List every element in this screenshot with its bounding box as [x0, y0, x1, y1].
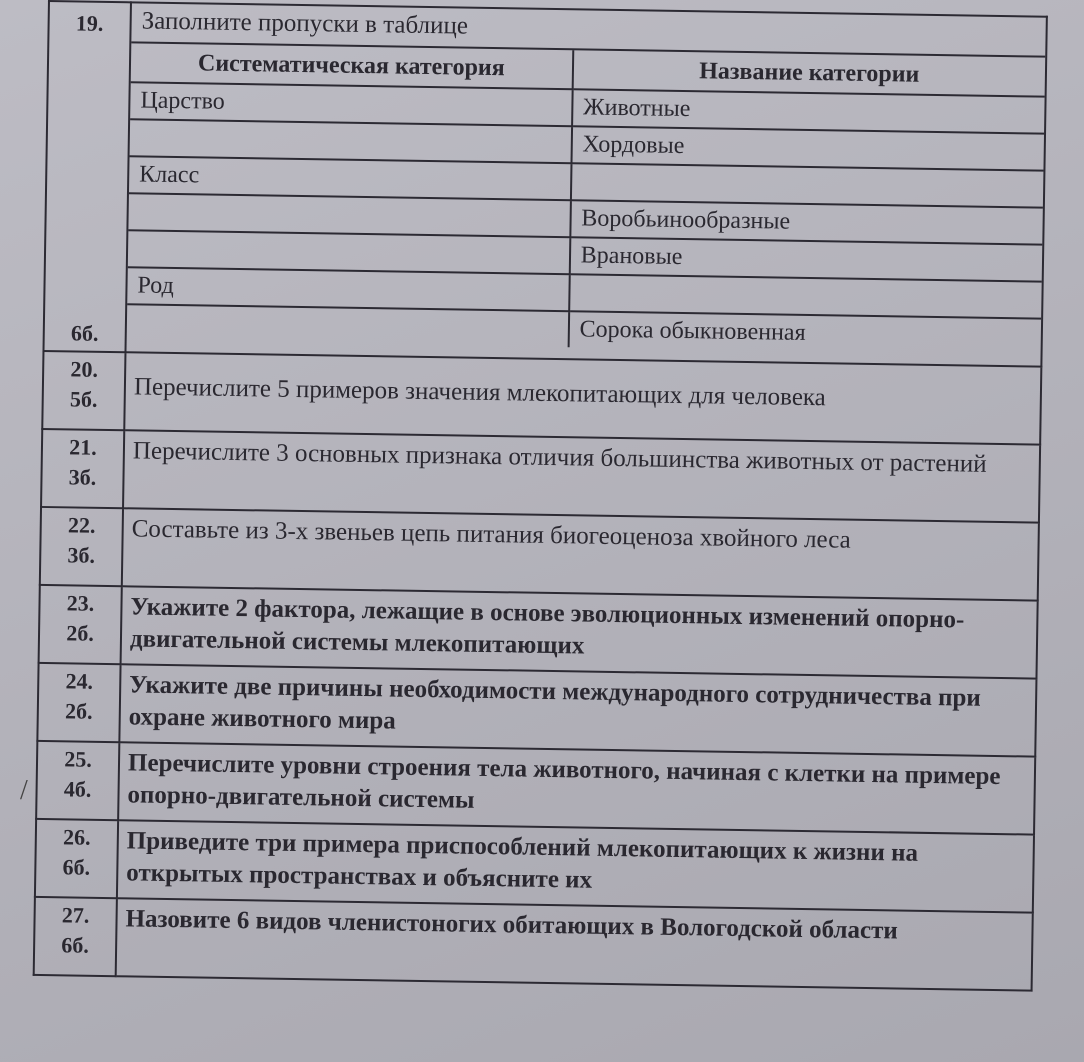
- taxonomy-cell: Класс: [129, 156, 571, 200]
- taxonomy-cell: Царство: [130, 82, 572, 126]
- taxonomy-cell: Сорока обыкновенная: [579, 316, 806, 346]
- question-body: [125, 2, 1046, 366]
- question-number: 27.: [61, 902, 90, 928]
- question-number-cell: [35, 819, 118, 898]
- taxonomy-cell: Хордовые: [571, 126, 1044, 170]
- question-text: Перечислите 5 примеров значения млекопитающих для человека: [124, 352, 1041, 444]
- question-text: Укажите 2 фактора, лежащие в основе эволюционных изменений опорно-двигательной системы млекопитающих: [121, 586, 1038, 678]
- question-points: 6б.: [62, 854, 91, 880]
- question-points: 2б.: [64, 698, 93, 724]
- question-prompt: Заполните пропуски в таблице: [131, 3, 1046, 57]
- question-number-cell: [36, 741, 119, 820]
- question-number-cell: [41, 429, 124, 508]
- column-header-name: Название категории: [572, 50, 1045, 96]
- question-number: 19.: [75, 10, 104, 36]
- question-points: 6б.: [61, 932, 90, 958]
- question-points: 4б.: [63, 776, 92, 802]
- worksheet-page: [33, 0, 1048, 1001]
- question-number-cell: [39, 585, 122, 664]
- question-points: 3б.: [67, 542, 96, 568]
- question-number-cell: [34, 897, 117, 976]
- question-number-cell: [40, 507, 123, 586]
- question-text: Назовите 6 видов членистоногих обитающих в Вологодской области: [116, 898, 1033, 990]
- question-number: 20.: [70, 356, 99, 382]
- taxonomy-table: [127, 43, 1046, 354]
- question-number: 21.: [69, 434, 97, 460]
- question-text: Приведите три примера приспособлений млекопитающих к жизни на открытых пространствах и объясните их: [117, 820, 1034, 912]
- column-header-category: Систематическая категория: [131, 43, 573, 89]
- question-number-cell: [43, 1, 130, 352]
- question-row-27: [34, 897, 1033, 991]
- question-number: 22.: [67, 512, 96, 538]
- question-points: 3б.: [68, 464, 97, 490]
- taxonomy-cell-blank: [127, 304, 569, 347]
- pencil-mark-decoration: /: [20, 775, 28, 806]
- question-row-19: [43, 1, 1046, 367]
- question-text: Перечислите 3 основных признака отличия большинства животных от растений: [123, 430, 1040, 522]
- taxonomy-cell: Воробьинообразные: [570, 200, 1043, 244]
- taxonomy-cell: Животные: [572, 89, 1045, 133]
- question-number-cell: [42, 351, 125, 430]
- question-text: Перечислите уровни строения тела животного, начиная с клетки на примере опорно-двигательной системы: [118, 742, 1035, 834]
- question-points: 5б.: [69, 386, 98, 412]
- question-points: 2б.: [66, 620, 95, 646]
- question-number: 26.: [62, 824, 91, 850]
- questions-table: [33, 0, 1048, 992]
- taxonomy-cell: Врановые: [569, 237, 1042, 281]
- question-number: 23.: [66, 590, 95, 616]
- question-points: 6б.: [70, 320, 99, 346]
- question-text: Укажите две причины необходимости международного сотрудничества при охране животного мира: [119, 664, 1036, 756]
- question-number: 25.: [64, 746, 93, 772]
- question-text: Составьте из 3-х звеньев цепь питания биогеоценоза хвойного леса: [122, 508, 1039, 600]
- question-number: 24.: [65, 668, 94, 694]
- question-number-cell: [37, 663, 120, 742]
- taxonomy-cell: Род: [127, 267, 569, 311]
